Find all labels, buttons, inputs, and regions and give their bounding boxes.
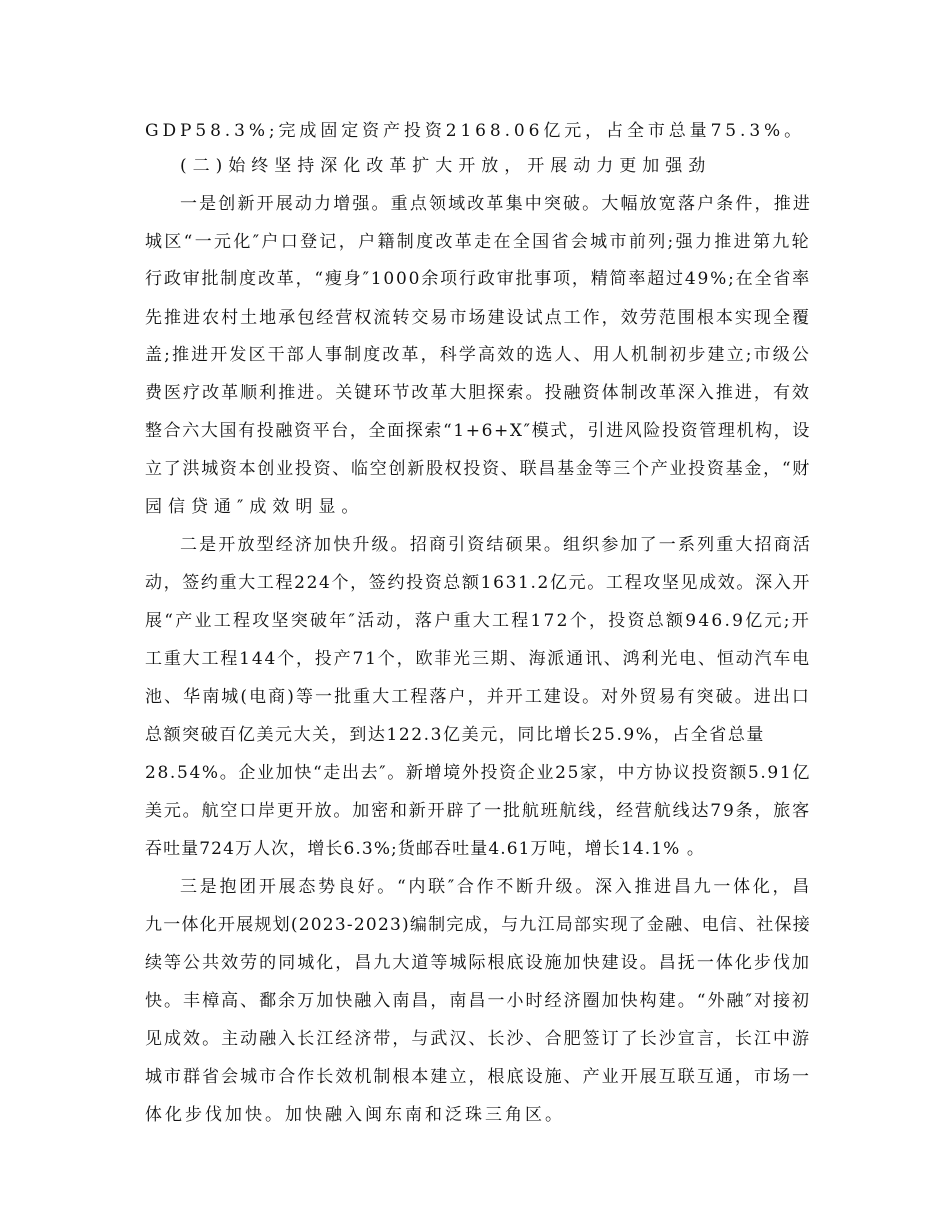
text-line: 整合六大国有投融资平台，全面探索“1+6+X″模式，引进风险投资管理机构，设: [145, 421, 811, 441]
text-line: 一是创新开展动力增强。重点领域改革集中突破。大幅放宽落户条件，推进: [180, 194, 812, 214]
text-line: 28.54%。企业加快“走出去″。新增境外投资企业25家，中方协议投资额5.91亿: [145, 763, 811, 783]
text-line: 续等公共效劳的同城化，昌九大道等城际根底设施加快建设。昌抚一体化步伐加: [145, 953, 811, 973]
section-heading: (二)始终坚持深化改革扩大开放，开展动力更加强劲: [180, 156, 712, 176]
text-line: 二是开放型经济加快升级。招商引资结硕果。组织参加了一系列重大招商活: [180, 535, 812, 555]
text-line: 美元。航空口岸更开放。加密和新开辟了一批航班航线，经营航线达79条，旅客: [145, 801, 811, 821]
text-line: 行政审批制度改革，“瘦身″1000余项行政审批事项，精简率超过49%;在全省率: [145, 269, 811, 289]
text-line: 盖;推进开发区干部人事制度改革，科学高效的选人、用人机制初步建立;市级公: [145, 345, 811, 365]
text-line: 见成效。主动融入长江经济带，与武汉、长沙、合肥签订了长沙宣言，长江中游: [145, 1029, 811, 1049]
text-line: 城市群省会城市合作长效机制根本建立，根底设施、产业开展互联互通，市场一: [145, 1067, 811, 1087]
text-line: 三是抱团开展态势良好。“内联″合作不断升级。深入推进昌九一体化，昌: [180, 877, 812, 897]
text-line: 城区“一元化″户口登记，户籍制度改革走在全国省会城市前列;强力推进第九轮: [145, 232, 811, 252]
text-line: 展“产业工程攻坚突破年″活动，落户重大工程172个，投资总额946.9亿元;开: [145, 611, 811, 631]
text-line: 九一体化开展规划(2023-2023)编制完成，与九江局部实现了金融、电信、社保接: [145, 915, 811, 935]
text-line: 费医疗改革顺利推进。关键环节改革大胆探索。投融资体制改革深入推进，有效: [145, 383, 811, 403]
text-line: 体化步伐加快。加快融入闽东南和泛珠三角区。: [145, 1105, 565, 1125]
text-line: 快。丰樟高、鄱余万加快融入南昌，南昌一小时经济圈加快构建。“外融″对接初: [145, 991, 811, 1011]
text-line: 总额突破百亿美元大关，到达122.3亿美元，同比增长25.9%，占全省总量: [145, 725, 765, 745]
text-line: 吞吐量724万人次，增长6.3%;货邮吞吐量4.61万吨，增长14.1% 。: [145, 839, 705, 859]
text-line: 立了洪城资本创业投资、临空创新股权投资、联昌基金等三个产业投资基金，“财: [145, 459, 811, 479]
text-line: 园信贷通″成效明显。: [145, 497, 365, 517]
text-line: 工重大工程144个，投产71个，欧菲光三期、海派通讯、鸿利光电、恒动汽车电: [145, 649, 811, 669]
text-line: GDP58.3%;完成固定资产投资2168.06亿元，占全市总量75.3%。: [145, 121, 805, 141]
text-line: 池、华南城(电商)等一批重大工程落户，并开工建设。对外贸易有突破。进出口: [145, 687, 811, 707]
text-line: 动，签约重大工程224个，签约投资总额1631.2亿元。工程攻坚见成效。深入开: [145, 573, 811, 593]
text-line: 先推进农村土地承包经营权流转交易市场建设试点工作，效劳范围根本实现全覆: [145, 308, 811, 328]
